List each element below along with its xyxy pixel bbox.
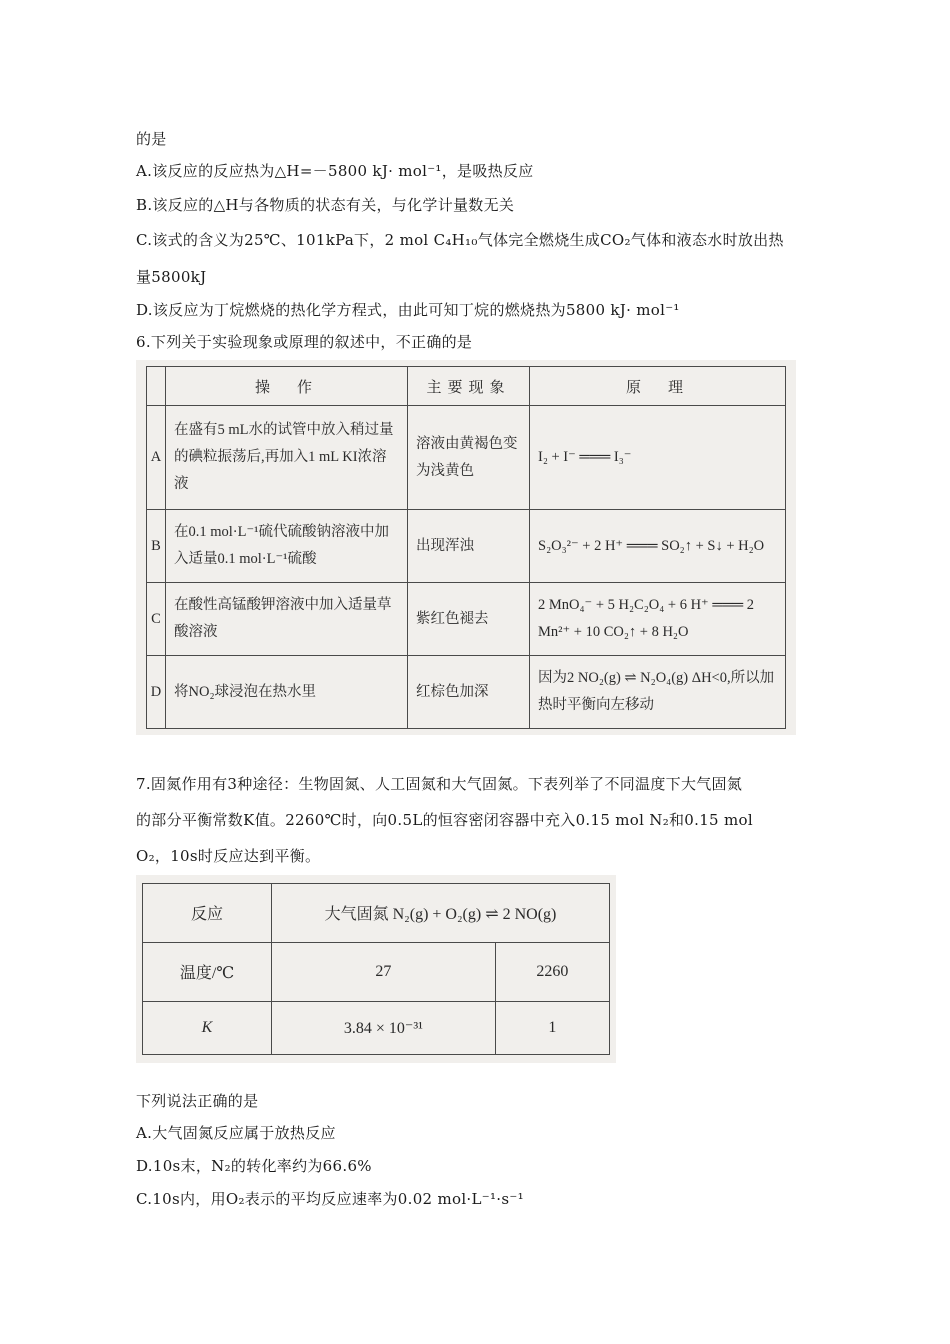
cell-principle: 因为2 NO₂(g) ⇌ N₂O₄(g) ΔH<0,所以加热时平衡向左移动	[530, 656, 786, 729]
row-label: C	[147, 583, 166, 656]
question-7-stem: 下列说法正确的是	[136, 1092, 259, 1110]
cell-principle: S₂O₃²⁻ + 2 H⁺ ═══ SO₂↑ + S↓ + H₂O	[530, 510, 786, 583]
option-d: D.该反应为丁烷燃烧的热化学方程式，由此可知丁烷的燃烧热为5800 kJ· mol⁻¹	[136, 301, 680, 319]
question-7-line1: 7.固氮作用有3种途径：生物固氮、人工固氮和大气固氮。下表列举了不同温度下大气固氮	[136, 775, 743, 793]
q7-option-a: A.大气固氮反应属于放热反应	[136, 1124, 336, 1142]
nitrogen-fixation-table	[142, 883, 610, 1055]
q7-option-d: D.10s末，N₂的转化率约为66.6%	[136, 1157, 372, 1175]
cell-operation: 在0.1 mol·L⁻¹硫代硫酸钠溶液中加入适量0.1 mol·L⁻¹硫酸	[166, 510, 408, 583]
question-7-line3: O₂，10s时反应达到平衡。	[136, 847, 321, 865]
cell-phenomenon: 红棕色加深	[408, 656, 530, 729]
row-label: B	[147, 510, 166, 583]
row-label: D	[147, 656, 166, 729]
k-value-2260: 1	[495, 1001, 609, 1054]
cell-principle: I₂ + I⁻ ═══ I₃⁻	[530, 406, 786, 510]
k-value-27: 3.84 × 10⁻³¹	[272, 1001, 496, 1054]
experiment-table	[146, 366, 786, 729]
header-principle: 原 理	[530, 367, 786, 406]
cell-phenomenon: 紫红色褪去	[408, 583, 530, 656]
table-corner	[147, 367, 166, 406]
q7-option-c: C.10s内，用O₂表示的平均反应速率为0.02 mol·L⁻¹·s⁻¹	[136, 1190, 524, 1208]
row-label: A	[147, 406, 166, 510]
cell-operation: 在酸性高锰酸钾溶液中加入适量草酸溶液	[166, 583, 408, 656]
question-7-line2: 的部分平衡常数K值。2260℃时，向0.5L的恒容密闭容器中充入0.15 mol N₂和0.15 mol	[136, 811, 753, 829]
header-operation: 操 作	[166, 367, 408, 406]
question-6: 6.下列关于实验现象或原理的叙述中，不正确的是	[136, 333, 473, 351]
question-stem-tail: 的是	[136, 130, 167, 148]
cell-operation: 将NO₂球浸泡在热水里	[166, 656, 408, 729]
nitrogen-fixation-table-photo	[136, 875, 616, 1063]
reaction-equation: 大气固氮 N₂(g) + O₂(g) ⇌ 2 NO(g)	[272, 884, 610, 943]
cell-phenomenon: 出现浑浊	[408, 510, 530, 583]
cell-operation: 在盛有5 mL水的试管中放入稍过量的碘粒振荡后,再加入1 mL KI浓溶液	[166, 406, 408, 510]
row-label-reaction: 反应	[143, 884, 272, 943]
row-label-k: K	[143, 1001, 272, 1054]
option-c-line2: 量5800kJ	[136, 268, 207, 286]
experiment-table-photo	[136, 360, 796, 735]
option-b: B.该反应的△H与各物质的状态有关，与化学计量数无关	[136, 196, 515, 214]
temperature-27: 27	[272, 942, 496, 1001]
cell-principle: 2 MnO₄⁻ + 5 H₂C₂O₄ + 6 H⁺ ═══ 2 Mn²⁺ + 10 CO₂↑ + 8 H₂O	[530, 583, 786, 656]
row-label-temperature: 温度/℃	[143, 942, 272, 1001]
option-a: A.该反应的反应热为△H=－5800 kJ· mol⁻¹，是吸热反应	[136, 162, 534, 180]
header-phenomenon: 主要现象	[408, 367, 530, 406]
temperature-2260: 2260	[495, 942, 609, 1001]
cell-phenomenon: 溶液由黄褐色变为浅黄色	[408, 406, 530, 510]
option-c-line1: C.该式的含义为25℃、101kPa下，2 mol C₄H₁₀气体完全燃烧生成CO₂气体和液态水时放出热	[136, 231, 784, 249]
